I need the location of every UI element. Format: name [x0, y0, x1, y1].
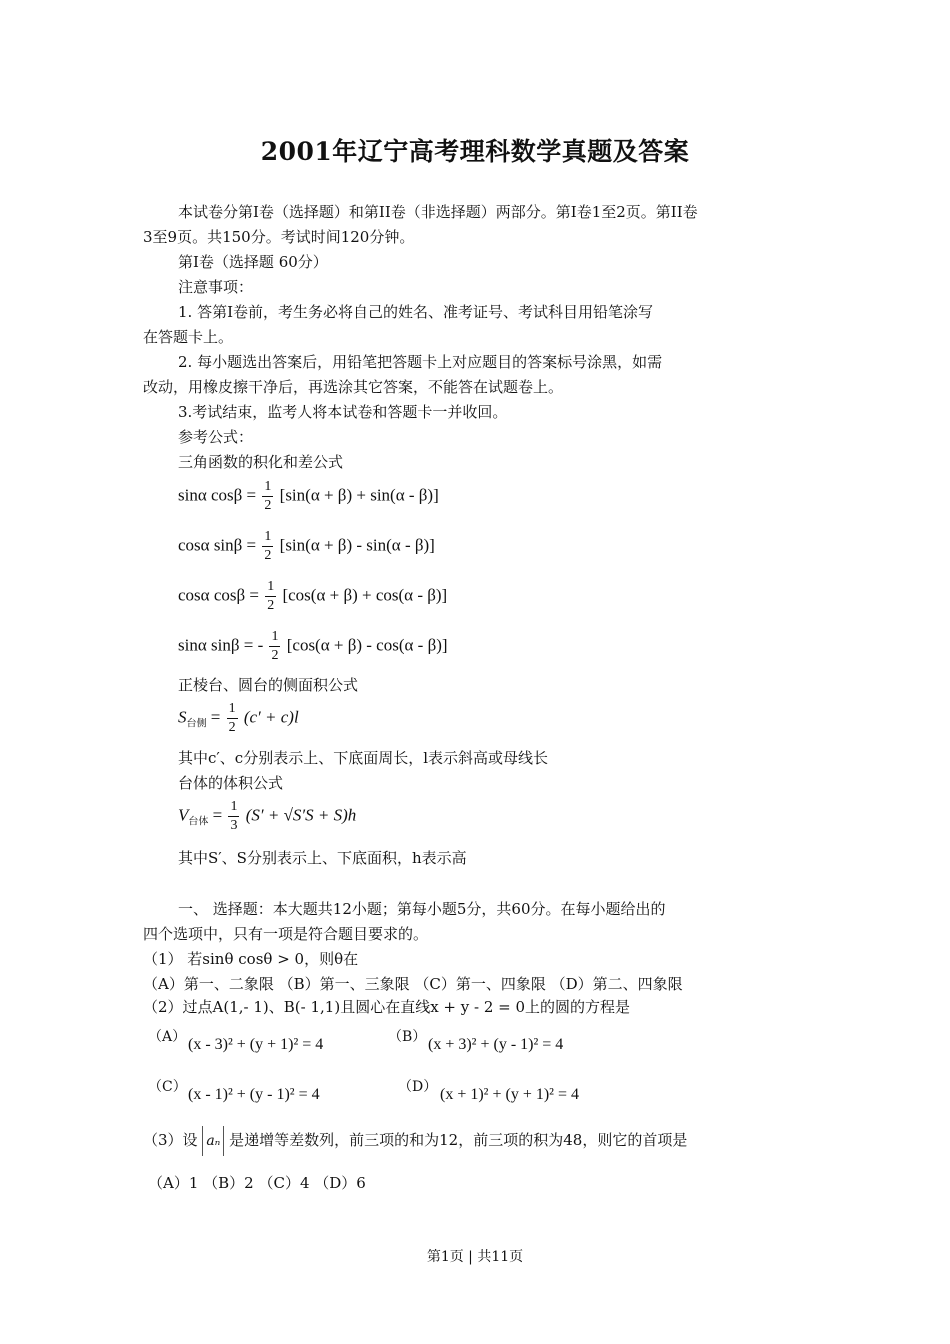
question-3-options: （A）1 （B）2 （C）4 （D）6 — [148, 1174, 366, 1192]
question-3 — [143, 1126, 687, 1156]
notice-heading: 注意事项： — [178, 278, 254, 296]
formula-3 — [178, 578, 447, 615]
sequence-an: aₙ — [202, 1126, 224, 1156]
fraction-half: $\frac{1}{2}$ — [271, 629, 279, 663]
part1-heading: 第Ⅰ卷（选择题 60分） — [178, 253, 328, 271]
fraction-half: $\frac{1}{2}$ — [228, 701, 236, 735]
section1-heading-a: 一、 选择题：本大题共12小题；第每小题5分，共60分。在每小题给出的 — [178, 900, 666, 918]
question-1-options: （A）第一、二象限 （B）第一、三象限 （C）第一、四象限 （D）第二、四象限 — [143, 975, 683, 993]
q2-option-b: (x + 3)² + (y - 1)² = 4 — [428, 1036, 564, 1053]
q2-option-c-label: （C） — [148, 1079, 187, 1095]
q2-option-d: (x + 1)² + (y + 1)² = 4 — [440, 1086, 579, 1103]
lateral-sub: 台侧 — [186, 718, 207, 730]
question-3-pre: （3）设 — [143, 1131, 198, 1149]
formula-2-right: [sin(α + β) - sin(α - β)] — [279, 535, 435, 555]
trig-heading: 三角函数的积化和差公式 — [178, 453, 344, 471]
intro-line-1: 本试卷分第Ⅰ卷（选择题）和第II卷（非选择题）两部分。第Ⅰ卷1至2页。第II卷 — [178, 203, 698, 221]
notice-3: 3.考试结束，监考人将本试卷和答题卡一并收回。 — [178, 403, 508, 421]
section1-heading-b: 四个选项中，只有一项是符合题目要求的。 — [143, 925, 429, 943]
notice-2b: 改动，用橡皮擦干净后，再选涂其它答案，不能答在试题卷上。 — [143, 378, 564, 396]
formula-3-right: [cos(α + β) + cos(α - β)] — [282, 585, 448, 605]
q2-option-c: (x - 1)² + (y - 1)² = 4 — [188, 1086, 320, 1103]
formula-4-left: sinα sinβ = - — [178, 635, 264, 655]
q2-option-a: (x - 3)² + (y + 1)² = 4 — [188, 1036, 324, 1053]
volume-note: 其中S′、S分别表示上、下底面积，h表示高 — [178, 849, 467, 867]
volume-V: V — [178, 805, 189, 825]
question-2: （2）过点A(1,- 1)、B(- 1,1)且圆心在直线x + y - 2 = 0上的圆的方程是 — [143, 998, 631, 1016]
q2-option-b-label: （B） — [388, 1029, 427, 1045]
q2-option-d-label: （D） — [398, 1079, 438, 1095]
formula-3-left: cosα cosβ = — [178, 585, 259, 605]
formula-4 — [178, 628, 448, 665]
formula-1-right: [sin(α + β) + sin(α - β)] — [279, 485, 439, 505]
fraction-half: $\frac{1}{2}$ — [267, 579, 275, 613]
volume-right: (S′ + √S′S + S)h — [245, 805, 357, 825]
question-3-post: 是递增等差数列，前三项的和为12，前三项的积为48，则它的首项是 — [229, 1131, 688, 1149]
fraction-half: $\frac{1}{2}$ — [264, 479, 272, 513]
fraction-third: $\frac{1}{3}$ — [230, 799, 238, 833]
reference-heading: 参考公式： — [178, 428, 254, 446]
formula-2 — [178, 528, 435, 565]
formula-2-left: cosα sinβ = — [178, 535, 257, 555]
q2-option-a-label: （A） — [148, 1029, 187, 1045]
frustum-heading: 正棱台、圆台的侧面积公式 — [178, 676, 359, 694]
formula-1 — [178, 478, 439, 515]
formula-4-right: [cos(α + β) - cos(α - β)] — [286, 635, 448, 655]
notice-2a: 2. 每小题选出答案后，用铅笔把答题卡上对应题目的答案标号涂黑，如需 — [178, 353, 663, 371]
notice-1a: 1. 答第Ⅰ卷前，考生务必将自己的姓名、准考证号、考试科目用铅笔涂写 — [178, 303, 654, 321]
volume-formula: $V_{台体}$ = $\frac{1}{3}$ (S′ + √S′S + S)h — [178, 799, 357, 833]
fraction-half: $\frac{1}{2}$ — [264, 529, 272, 563]
lateral-right: (c′ + c)l — [243, 707, 299, 727]
lateral-S: S — [178, 707, 187, 727]
lateral-note: 其中c′、c分别表示上、下底面周长，l表示斜高或母线长 — [178, 749, 549, 767]
page-title: 2001年辽宁高考理科数学真题及答案 — [260, 137, 690, 166]
page-footer: 第1页 | 共11页 — [426, 1249, 524, 1265]
volume-heading: 台体的体积公式 — [178, 774, 284, 792]
volume-sub: 台体 — [188, 816, 209, 828]
lateral-area-formula: $S_{台侧}$ = $\frac{1}{2}$ (c′ + c)l — [178, 701, 299, 735]
intro-line-2: 3至9页。共150分。考试时间120分钟。 — [143, 228, 415, 246]
notice-1b: 在答题卡上。 — [143, 328, 234, 346]
formula-1-left: sinα cosβ = — [178, 485, 257, 505]
question-1: （1） 若sinθ cosθ > 0，则θ在 — [143, 950, 359, 968]
